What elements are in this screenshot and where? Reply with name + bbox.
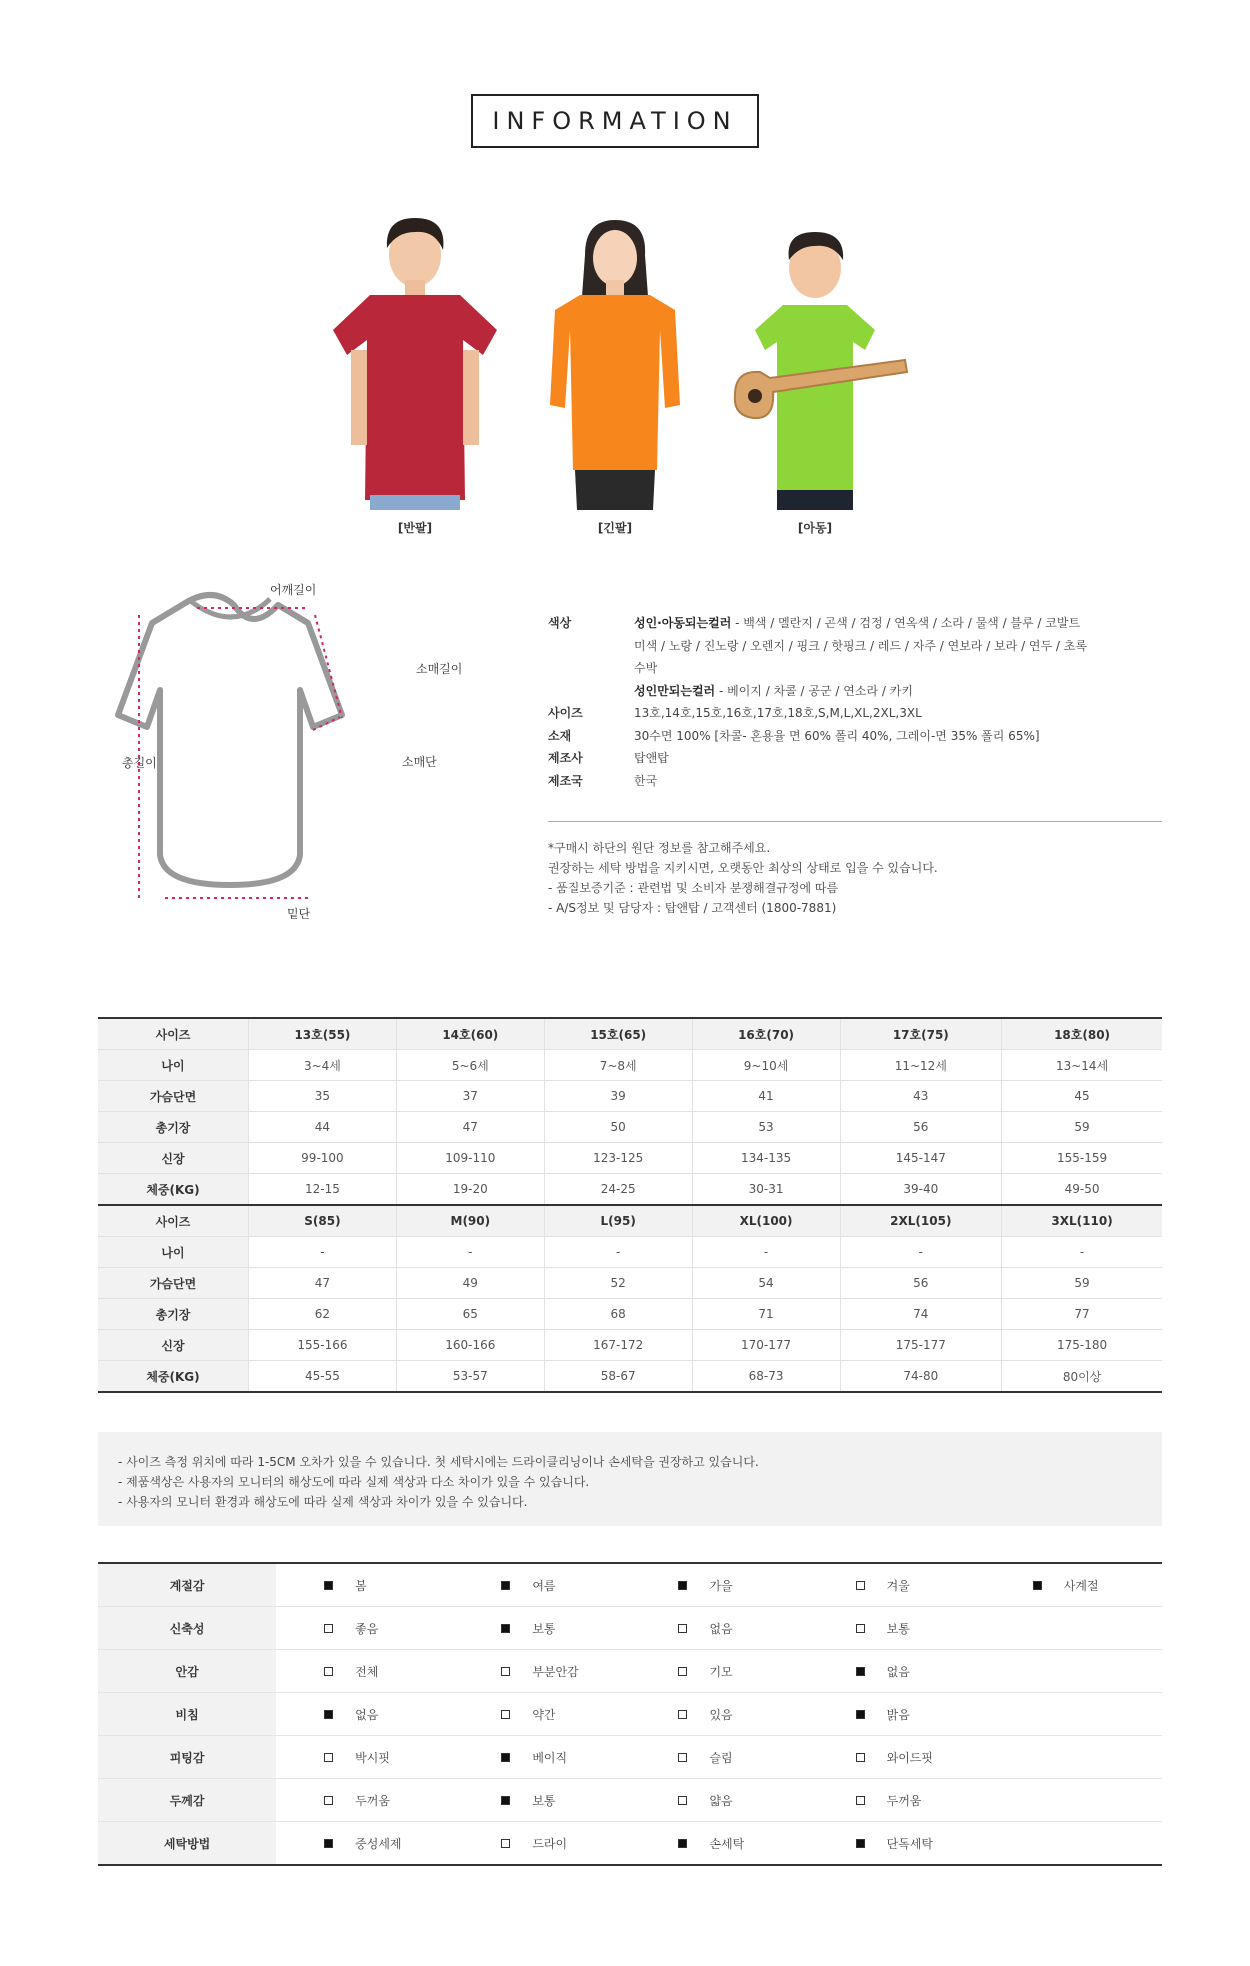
option-label: 없음 [886,1664,910,1679]
size-cell: - [1002,1237,1162,1268]
model-short-sleeve-image [315,210,515,510]
table-row [98,1174,1162,1206]
size-cell: 19-20 [396,1174,544,1206]
empty-cell [985,1822,1162,1866]
size-table-header-row [98,1018,1162,1050]
property-option [453,1822,630,1866]
property-option [276,1563,453,1607]
size-cell: 155-166 [249,1330,397,1361]
divider [548,821,1162,822]
checked-square-icon [501,1753,510,1762]
empty-square-icon [856,1624,865,1633]
note-line: 권장하는 세탁 방법을 지키시면, 오랫동안 최상의 상태로 입을 수 있습니다. [548,861,938,875]
option-item [630,1749,807,1766]
color-both-values-2: 미색 / 노랑 / 진노랑 / 오렌지 / 핑크 / 핫핑크 / 레드 / 자주 / 연보라 / 보라 / 연두 / 초록 [634,638,1087,653]
color-adult-values: - 베이지 / 차콜 / 공군 / 연소라 / 카키 [715,683,913,698]
property-option [630,1563,807,1607]
size-cell: 145-147 [840,1143,1002,1174]
disclaimer-line: - 사용자의 모니터 환경과 해상도에 따라 실제 색상과 차이가 있을 수 있습니다. [118,1495,528,1509]
property-option [808,1822,985,1866]
property-label: 안감 [98,1650,276,1693]
size-cell: 65 [396,1299,544,1330]
size-cell: 155-159 [1002,1143,1162,1174]
size-cell: 39 [544,1081,692,1112]
size-cell: 37 [396,1081,544,1112]
property-label: 피팅감 [98,1736,276,1779]
empty-cell [985,1693,1162,1736]
option-label: 와이드핏 [886,1750,933,1765]
empty-square-icon [678,1753,687,1762]
size-cell: 160-166 [396,1330,544,1361]
option-item [808,1792,985,1809]
size-cell: 11~12세 [840,1050,1002,1081]
size-cell: 41 [692,1081,840,1112]
empty-cell [985,1650,1162,1693]
property-option [808,1693,985,1736]
option-label: 두꺼움 [355,1793,390,1808]
table-row [98,1050,1162,1081]
empty-cell [985,1607,1162,1650]
disclaimer-line: - 제품색상은 사용자의 모니터의 해상도에 따라 실제 색상과 다소 차이가 있을 수 있습니다. [118,1475,590,1489]
table-row [98,1299,1162,1330]
size-header-cell: 18호(80) [1002,1018,1162,1050]
checked-square-icon [501,1796,510,1805]
size-header-cell: 15호(65) [544,1018,692,1050]
option-label: 단독세탁 [886,1836,933,1851]
option-label: 슬림 [709,1750,733,1765]
property-option [808,1607,985,1650]
size-row-label: 신장 [98,1330,249,1361]
property-option [630,1736,807,1779]
size-cell: 175-177 [840,1330,1002,1361]
size-header-cell: 16호(70) [692,1018,840,1050]
size-cell: 43 [840,1081,1002,1112]
table-row [98,1361,1162,1393]
option-label: 드라이 [532,1836,568,1851]
size-cell: - [840,1237,1002,1268]
empty-square-icon [678,1710,687,1719]
color-label: 색상 [548,616,572,630]
size-cell: 74-80 [840,1361,1002,1393]
size-cell: 59 [1002,1268,1162,1299]
empty-square-icon [324,1796,333,1805]
size-cell: 5~6세 [396,1050,544,1081]
country-value: 한국 [634,773,658,788]
size-cell: 123-125 [544,1143,692,1174]
option-item [453,1663,630,1680]
property-label: 신축성 [98,1607,276,1650]
size-header-cell: 14호(60) [396,1018,544,1050]
empty-cell [985,1736,1162,1779]
size-cell: 56 [840,1112,1002,1143]
option-item [276,1835,453,1852]
size-cell: 175-180 [1002,1330,1162,1361]
size-header-cell: S(85) [249,1205,397,1237]
label-total-length: 총길이 [122,756,157,770]
property-row [98,1563,1162,1607]
size-label: 사이즈 [548,706,583,720]
size-cell: 3~4세 [249,1050,397,1081]
property-option [630,1822,807,1866]
color-adult-title: 성인만되는컬러 [634,683,716,698]
property-row [98,1822,1162,1866]
option-item [276,1792,453,1809]
option-item [276,1749,453,1766]
empty-square-icon [324,1667,333,1676]
fabric-properties-table [98,1562,1162,1866]
size-cell: 170-177 [692,1330,840,1361]
size-cell: 35 [249,1081,397,1112]
size-cell: 24-25 [544,1174,692,1206]
option-item [453,1577,630,1594]
property-option [453,1607,630,1650]
checked-square-icon [324,1581,333,1590]
size-header-cell: M(90) [396,1205,544,1237]
size-cell: 109-110 [396,1143,544,1174]
size-cell: 12-15 [249,1174,397,1206]
option-label: 여름 [532,1578,556,1593]
size-cell: 50 [544,1112,692,1143]
maker-label: 제조사 [548,751,583,765]
option-item [630,1792,807,1809]
maker-value: 탑앤탑 [634,751,669,765]
option-item [630,1706,807,1723]
property-option [630,1607,807,1650]
option-label: 기모 [709,1664,733,1679]
size-cell: 13~14세 [1002,1050,1162,1081]
checked-square-icon [856,1839,865,1848]
option-label: 겨울 [886,1578,910,1593]
empty-square-icon [856,1753,865,1762]
property-row [98,1779,1162,1822]
option-item [276,1706,453,1723]
table-row [98,1268,1162,1299]
option-item [276,1577,453,1594]
property-row [98,1607,1162,1650]
property-row [98,1736,1162,1779]
size-cell: 167-172 [544,1330,692,1361]
size-cell: 71 [692,1299,840,1330]
checked-square-icon [1033,1581,1042,1590]
option-item [453,1792,630,1809]
size-row-label: 가슴단면 [98,1268,249,1299]
option-label: 없음 [709,1621,733,1636]
option-label: 가을 [709,1578,733,1593]
option-item [453,1749,630,1766]
size-cell: 53 [692,1112,840,1143]
empty-square-icon [501,1710,510,1719]
property-option [453,1650,630,1693]
size-cell: 52 [544,1268,692,1299]
option-item [276,1620,453,1637]
option-item [808,1706,985,1723]
size-cell: 59 [1002,1112,1162,1143]
size-value: 13호,14호,15호,16호,17호,18호,S,M,L,XL,2XL,3XL [634,706,922,720]
shirt-measurement-diagram [110,575,450,925]
option-item [630,1835,807,1852]
size-cell: 56 [840,1268,1002,1299]
size-table [98,1017,1162,1393]
size-cell: 68 [544,1299,692,1330]
table-row [98,1112,1162,1143]
color-both-values-3: 수박 [634,661,658,675]
table-row [98,1143,1162,1174]
property-option [630,1779,807,1822]
option-item [808,1835,985,1852]
size-cell: 45 [1002,1081,1162,1112]
option-label: 봄 [355,1578,367,1593]
size-cell: - [544,1237,692,1268]
checked-square-icon [324,1710,333,1719]
empty-square-icon [678,1796,687,1805]
option-label: 밝음 [886,1707,910,1722]
size-cell: - [249,1237,397,1268]
size-cell: 47 [249,1268,397,1299]
option-label: 있음 [709,1707,733,1722]
checked-square-icon [678,1839,687,1848]
checked-square-icon [678,1581,687,1590]
option-item [630,1663,807,1680]
size-cell: 47 [396,1112,544,1143]
note-line: - 품질보증기준 : 관련법 및 소비자 분쟁해결규정에 따름 [548,881,839,895]
size-row-label: 가슴단면 [98,1081,249,1112]
option-label: 보통 [532,1621,556,1636]
size-cell: 49 [396,1268,544,1299]
empty-square-icon [678,1667,687,1676]
disclaimer-box [98,1432,1162,1526]
option-item [808,1663,985,1680]
empty-cell [985,1779,1162,1822]
property-option [276,1736,453,1779]
property-row [98,1693,1162,1736]
disclaimer-line: - 사이즈 측정 위치에 따라 1-5CM 오차가 있을 수 있습니다. 첫 세탁시에는 드라이클리닝이나 손세탁을 권장하고 있습니다. [118,1455,759,1469]
option-label: 박시핏 [355,1750,390,1765]
property-label: 세탁방법 [98,1822,276,1866]
option-label: 두꺼움 [886,1793,922,1808]
size-cell: 54 [692,1268,840,1299]
empty-square-icon [501,1667,510,1676]
color-both-title: 성인·아동되는컬러 [634,616,732,630]
option-item [985,1577,1162,1594]
property-option [276,1779,453,1822]
option-label: 손세탁 [709,1836,745,1851]
size-cell: 53-57 [396,1361,544,1393]
checked-square-icon [501,1581,510,1590]
table-row [98,1237,1162,1268]
checked-square-icon [856,1710,865,1719]
note-line: *구매시 하단의 원단 정보를 참고해주세요. [548,841,771,855]
table-row [98,1081,1162,1112]
property-option [985,1563,1162,1607]
model-child-image [715,210,915,510]
empty-square-icon [501,1839,510,1848]
size-cell: 99-100 [249,1143,397,1174]
size-header-cell: 2XL(105) [840,1205,1002,1237]
property-option [453,1693,630,1736]
material-value: 30수면 100% [차콜- 혼용율 면 60% 폴리 40%, 그레이-면 35% 폴리 65%] [634,728,1040,743]
property-label: 두께감 [98,1779,276,1822]
option-label: 좋음 [355,1621,379,1636]
size-cell: 77 [1002,1299,1162,1330]
option-label: 얇음 [709,1793,733,1808]
size-cell: 58-67 [544,1361,692,1393]
label-cuff: 소매단 [402,755,437,769]
property-option [453,1563,630,1607]
option-label: 없음 [355,1707,379,1722]
size-cell: 30-31 [692,1174,840,1206]
empty-square-icon [856,1796,865,1805]
product-info [548,612,1168,792]
size-header-cell: 17호(75) [840,1018,1002,1050]
checked-square-icon [501,1624,510,1633]
property-label: 계절감 [98,1563,276,1607]
label-sleeve-length: 소매길이 [416,662,463,676]
option-item [630,1620,807,1637]
property-option [808,1779,985,1822]
model-long-sleeve-image [515,210,715,510]
size-row-label: 체중(KG) [98,1174,249,1206]
empty-square-icon [324,1624,333,1633]
property-option [630,1650,807,1693]
option-item [808,1620,985,1637]
option-item [808,1577,985,1594]
note-line: - A/S정보 및 담당자 : 탑앤탑 / 고객센터 (1800-7881) [548,901,837,915]
color-both-values: - 백색 / 멜란지 / 곤색 / 검정 / 연옥색 / 소라 / 물색 / 블루 / 코발트 [731,616,1081,630]
option-label: 베이직 [532,1750,568,1765]
option-item [276,1663,453,1680]
size-header-cell: 3XL(110) [1002,1205,1162,1237]
size-header-cell: XL(100) [692,1205,840,1237]
option-item [453,1835,630,1852]
size-cell: 44 [249,1112,397,1143]
size-header-cell: 13호(55) [249,1018,397,1050]
size-row-label: 총기장 [98,1112,249,1143]
property-option [453,1779,630,1822]
size-row-label: 체중(KG) [98,1361,249,1393]
option-item [453,1620,630,1637]
caption-long-sleeve: [긴팔] [597,521,633,535]
property-option [276,1650,453,1693]
size-cell: - [396,1237,544,1268]
size-row-label: 나이 [98,1050,249,1081]
size-cell: - [692,1237,840,1268]
option-label: 부분안감 [532,1664,579,1679]
size-table-header-row [98,1205,1162,1237]
caption-child: [아동] [797,521,833,535]
page-title: INFORMATION [471,94,759,148]
option-label: 전체 [355,1664,379,1679]
property-option [276,1607,453,1650]
property-option [808,1736,985,1779]
size-header-cell: 사이즈 [98,1018,249,1050]
property-label: 비침 [98,1693,276,1736]
option-item [453,1706,630,1723]
option-item [630,1577,807,1594]
checked-square-icon [324,1839,333,1848]
caption-short-sleeve: [반팔] [397,521,433,535]
property-option [808,1650,985,1693]
label-shoulder: 어깨길이 [270,583,317,597]
option-label: 중성세제 [355,1836,402,1851]
option-label: 사계절 [1063,1578,1099,1593]
size-cell: 80이상 [1002,1361,1162,1393]
size-cell: 45-55 [249,1361,397,1393]
property-option [276,1693,453,1736]
checked-square-icon [856,1667,865,1676]
option-label: 보통 [886,1621,910,1636]
size-cell: 9~10세 [692,1050,840,1081]
size-cell: 68-73 [692,1361,840,1393]
size-header-cell: L(95) [544,1205,692,1237]
property-row [98,1650,1162,1693]
option-label: 보통 [532,1793,556,1808]
empty-square-icon [324,1753,333,1762]
empty-square-icon [678,1624,687,1633]
country-label: 제조국 [548,773,583,788]
size-cell: 134-135 [692,1143,840,1174]
size-row-label: 신장 [98,1143,249,1174]
option-label: 약간 [532,1707,556,1722]
purchase-notes [548,838,938,918]
size-cell: 74 [840,1299,1002,1330]
size-row-label: 나이 [98,1237,249,1268]
property-option [276,1822,453,1866]
property-option [808,1563,985,1607]
size-cell: 7~8세 [544,1050,692,1081]
size-header-cell: 사이즈 [98,1205,249,1237]
property-option [453,1736,630,1779]
size-cell: 62 [249,1299,397,1330]
size-cell: 49-50 [1002,1174,1162,1206]
empty-square-icon [856,1581,865,1590]
material-label: 소재 [548,728,572,743]
option-item [808,1749,985,1766]
size-cell: 39-40 [840,1174,1002,1206]
table-row [98,1330,1162,1361]
label-hem: 밑단 [287,907,311,921]
property-option [630,1693,807,1736]
size-row-label: 총기장 [98,1299,249,1330]
